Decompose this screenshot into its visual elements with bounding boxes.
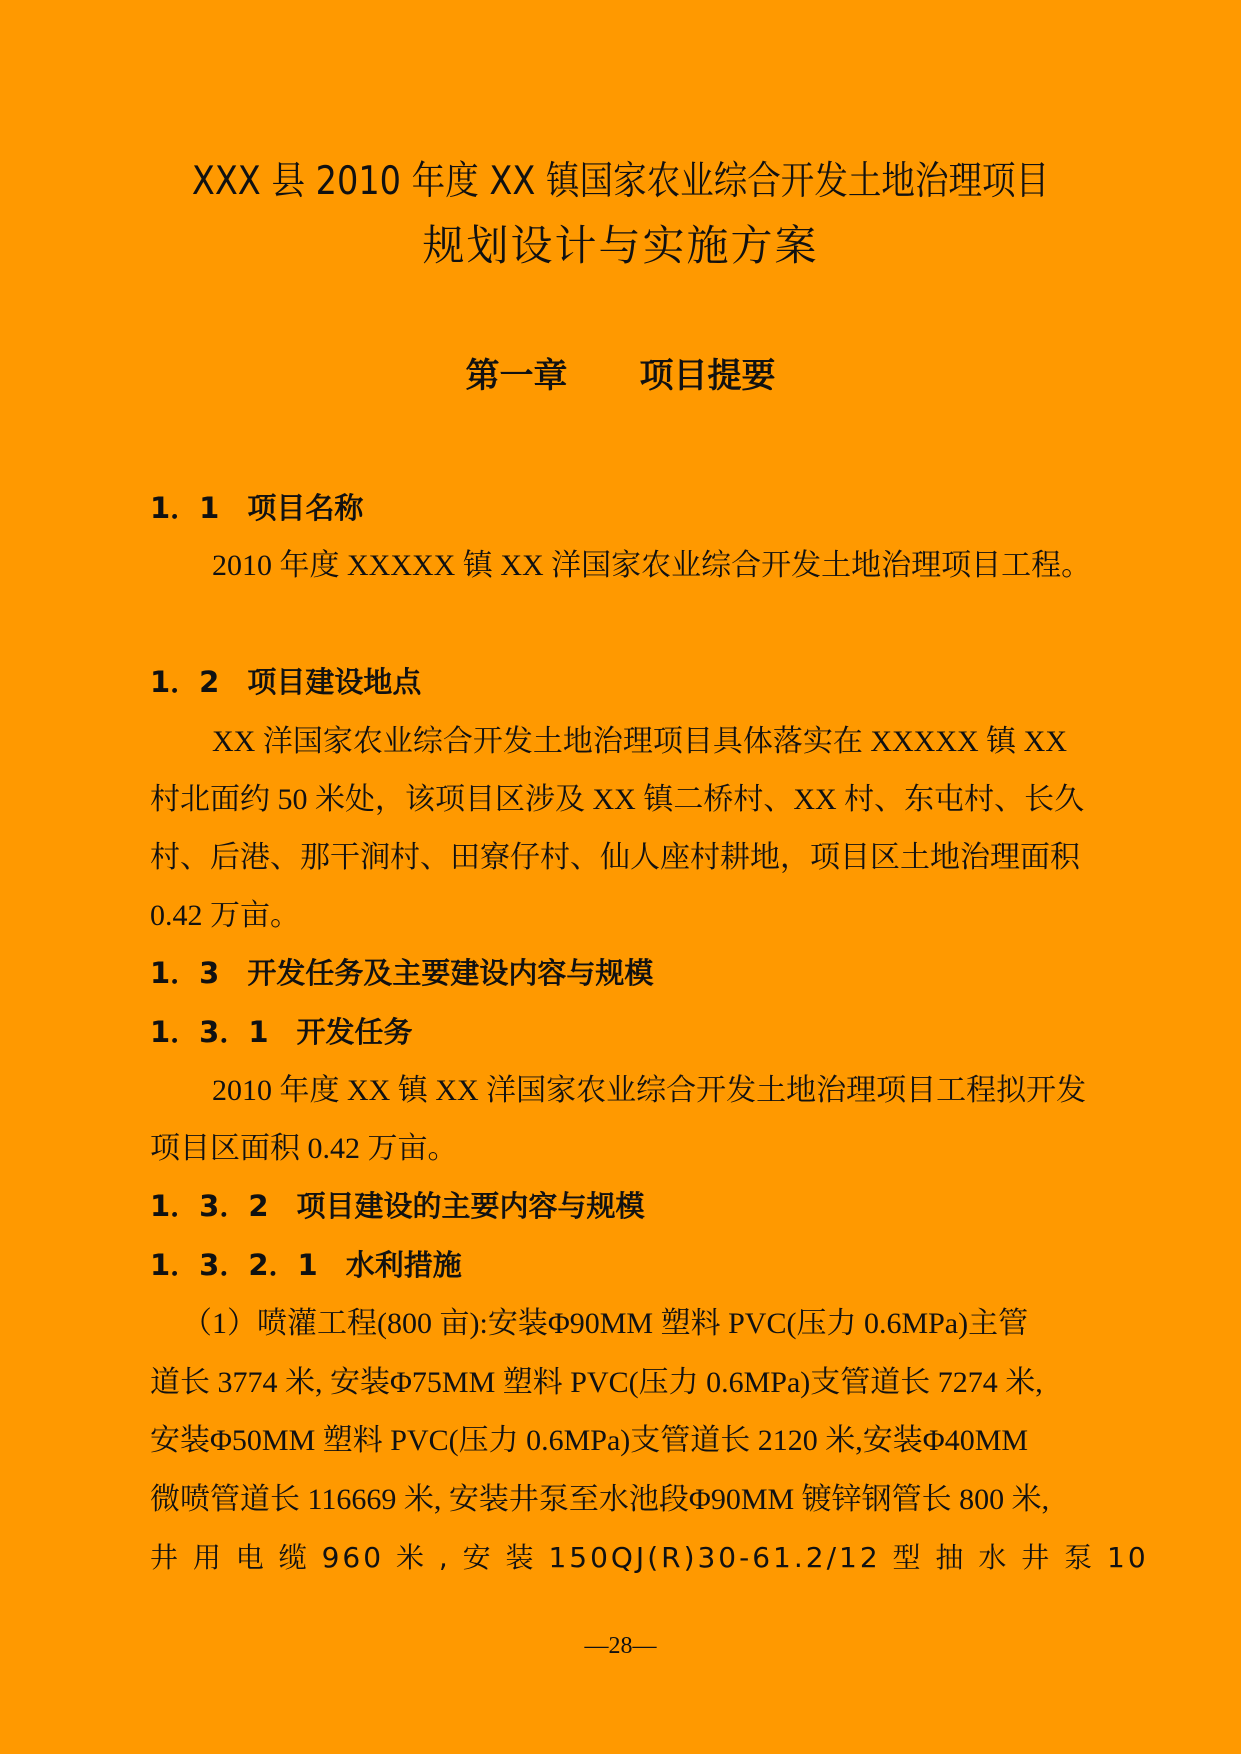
section-1-2-paragraph: XX 洋国家农业综合开发土地治理项目具体落实在 XXXXX 镇 XX 村北面约 50 米处，该项目区涉及 XX 镇二桥村、XX 村、东屯村、长久村、后港、那干涧村、田寮仔村、仙人座村耕地，项目区土地治理面积 0.42 万亩。 — [150, 725, 1085, 932]
document-title-line2: 规划设计与实施方案 — [422, 221, 819, 270]
section-title: 项目建设的主要内容与规模 — [296, 1189, 645, 1223]
section-1-3-1-paragraph: 2010 年度 XX 镇 XX 洋国家农业综合开发土地治理项目工程拟开发项目区面积 0.42 万亩。 — [150, 1074, 1087, 1165]
section-number: 1．3．2．1 — [150, 1248, 318, 1282]
section-title: 开发任务 — [296, 1015, 413, 1049]
section-heading-1-3-1 — [150, 1012, 413, 1052]
paragraph-line: （1）喷灌工程(800 亩):安装Φ90MM 塑料 PVC(压力 0.6MPa)主管 — [182, 1307, 1029, 1340]
section-title: 水利措施 — [345, 1248, 462, 1282]
section-heading-1-2 — [150, 662, 421, 702]
section-title: 项目名称 — [247, 491, 364, 525]
paragraph-line: 道长 3774 米, 安装Φ75MM 塑料 PVC(压力 0.6MPa)支管道长 7274 米, — [150, 1366, 1043, 1399]
section-number: 1．3 — [150, 956, 220, 990]
section-heading-1-3-2-1 — [150, 1245, 462, 1285]
section-heading-1-1 — [150, 488, 363, 528]
chapter-heading — [0, 350, 1241, 402]
chapter-label: 第一章 — [465, 356, 568, 396]
section-heading-1-3-2 — [150, 1186, 645, 1226]
paragraph-line: 井 用 电 缆 960 米 , 安 装 150QJ(R)30-61.2/12 型 抽 水 井 泵 10 — [150, 1541, 1149, 1574]
section-heading-1-3 — [150, 953, 653, 993]
paragraph-line: 微喷管道长 116669 米, 安装井泵至水池段Φ90MM 镀锌钢管长 800 米, — [150, 1483, 1050, 1516]
section-number: 1．2 — [150, 665, 220, 699]
paragraph-line: 安装Φ50MM 塑料 PVC(压力 0.6MPa)支管道长 2120 米,安装Φ40MM — [150, 1424, 1029, 1457]
section-title: 项目建设地点 — [247, 665, 422, 699]
document-title-line1: XXX 县 2010 年度 XX 镇国家农业综合开发土地治理项目 — [191, 159, 1050, 204]
section-number: 1．3．1 — [150, 1015, 269, 1049]
section-1-1-paragraph: 2010 年度 XXXXX 镇 XX 洋国家农业综合开发土地治理项目工程。 — [212, 549, 1092, 582]
section-title: 开发任务及主要建设内容与规模 — [247, 956, 654, 990]
section-number: 1．3．2 — [150, 1189, 269, 1223]
page-number: —28— — [584, 1633, 657, 1659]
chapter-title: 项目提要 — [639, 356, 776, 396]
section-number: 1．1 — [150, 491, 220, 525]
